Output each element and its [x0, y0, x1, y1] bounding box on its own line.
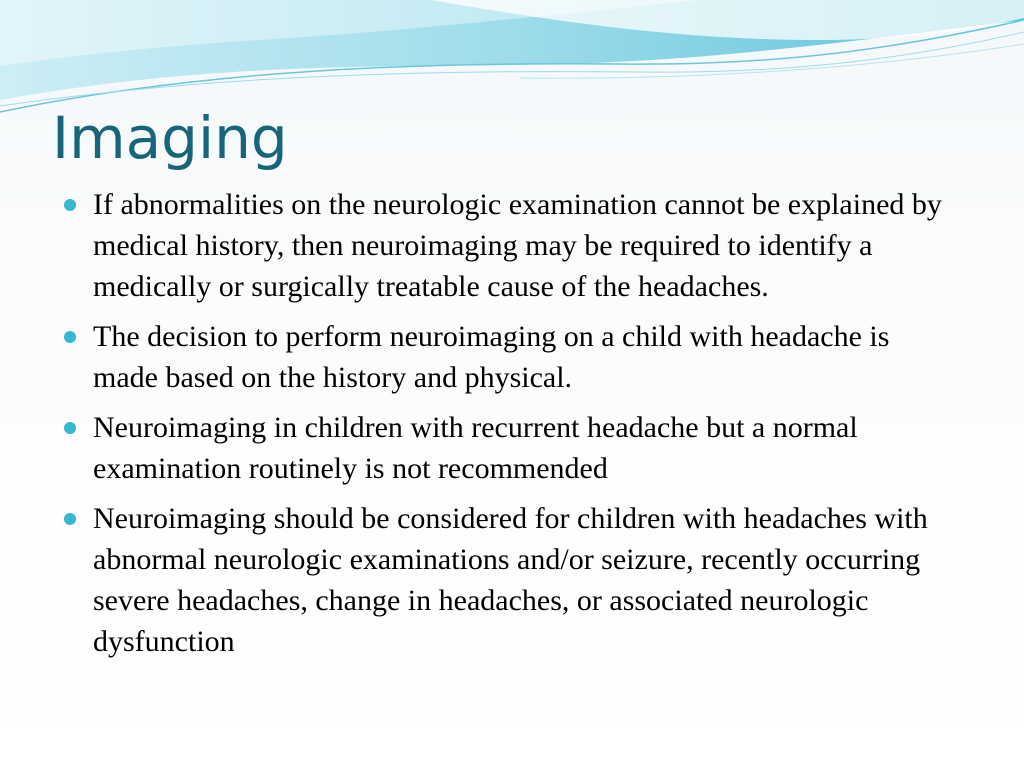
bullet-text: The decision to perform neuroimaging on a child with headache is made based on the history and physical. [93, 320, 890, 394]
bullet-item [60, 498, 960, 662]
bullet-dot-icon [64, 331, 76, 343]
bullet-item [60, 316, 960, 398]
bullet-text: Neuroimaging in children with recurrent headache but a normal examination routinely is not recommended [93, 411, 858, 485]
bullet-dot-icon [64, 513, 76, 525]
bullet-item [60, 184, 960, 307]
bullet-dot-icon [64, 199, 76, 211]
bullet-item [60, 407, 960, 489]
slide-title: Imaging [52, 104, 288, 172]
bullet-dot-icon [64, 422, 76, 434]
bullet-list [60, 184, 960, 671]
bullet-text: Neuroimaging should be considered for children with headaches with abnormal neurologic examinations and/or seizure, recently occurring severe headaches, change in headaches, or associated neurologic dysfunction [93, 502, 928, 658]
bullet-text: If abnormalities on the neurologic examination cannot be explained by medical history, then neuroimaging may be required to identify a medically or surgically treatable cause of the headaches. [93, 188, 942, 303]
